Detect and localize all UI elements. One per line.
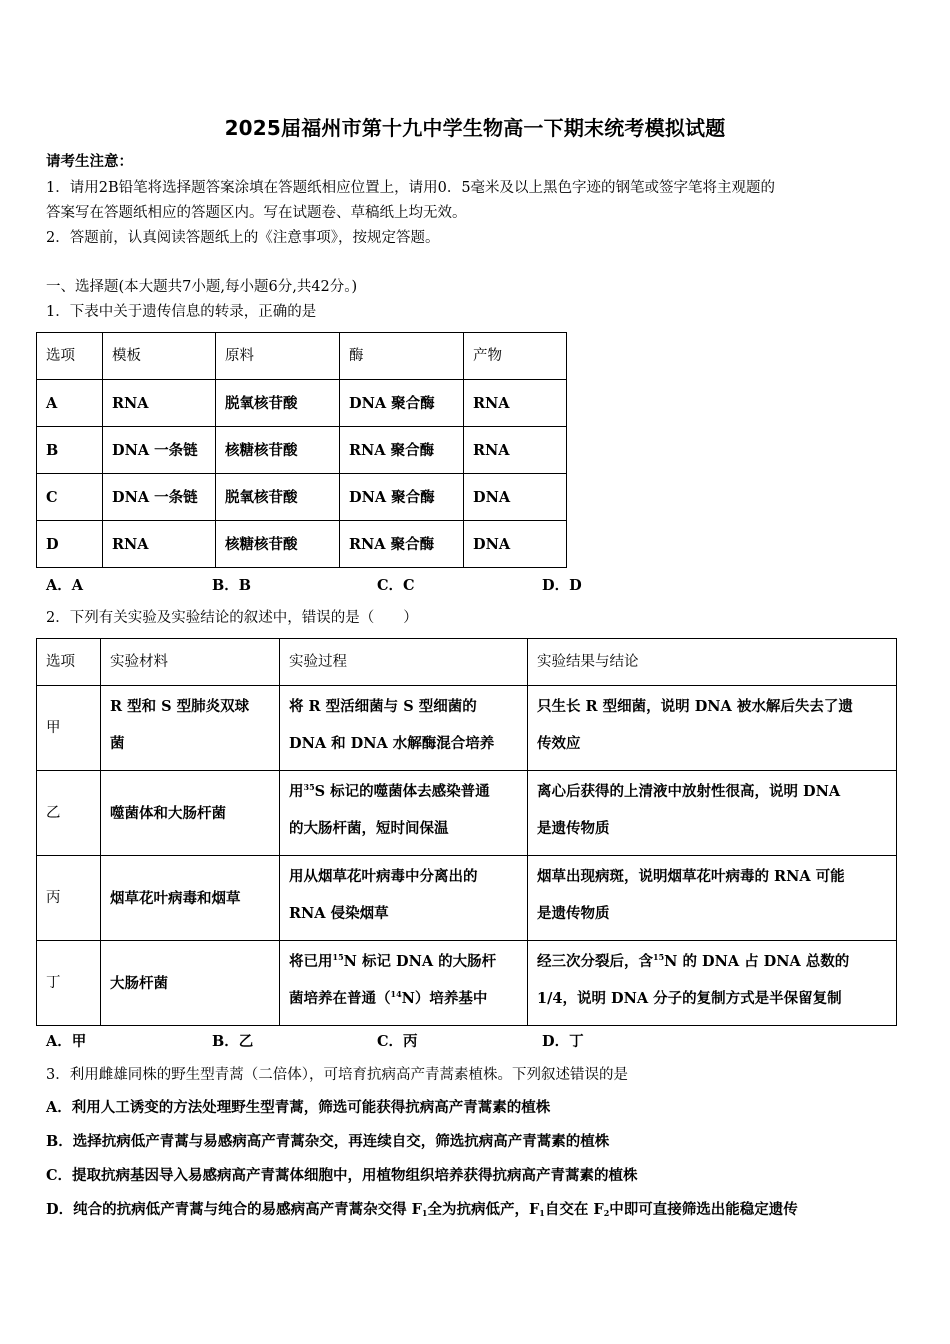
- question-3-option-c: C．提取抗病基因导入易感病高产青蒿体细胞中，用植物组织培养获得抗病高产青蒿素的植株: [46, 1167, 638, 1184]
- notice-line-2: 答案写在答题纸相应的答题区内。写在试题卷、草稿纸上均无效。: [46, 205, 467, 221]
- header-cell: 实验材料: [101, 639, 280, 686]
- table-cell: 甲: [37, 686, 101, 771]
- table-cell: [280, 856, 528, 941]
- header-cell: 模板: [103, 333, 216, 380]
- table-row: [37, 521, 567, 568]
- cell-line: RNA 侵染烟草: [289, 905, 389, 922]
- table-cell: A: [37, 380, 103, 427]
- table-cell: RNA 聚合酶: [340, 521, 464, 568]
- cell-line: 传效应: [537, 735, 581, 752]
- option-d: D．D: [542, 577, 582, 594]
- table-cell: [528, 771, 897, 856]
- cell-text: S 标记的噬菌体去感染普通: [314, 783, 490, 800]
- table-row: [37, 856, 897, 941]
- question-1-options: [46, 574, 646, 594]
- cell-line: 1/4，说明 DNA 分子的复制方式是半保留复制: [537, 990, 842, 1007]
- cell-line: 是遗传物质: [537, 905, 610, 922]
- question-2-options: [46, 1030, 646, 1050]
- header-cell: 原料: [216, 333, 340, 380]
- table-row: [37, 771, 897, 856]
- superscript: 35: [303, 782, 315, 792]
- cell-line: DNA 和 DNA 水解酶混合培养: [289, 735, 495, 752]
- table-cell: DNA 一条链: [103, 427, 216, 474]
- section-heading: 一、选择题(本大题共7小题,每小题6分,共42分。): [46, 279, 358, 295]
- option-c: C．C: [377, 577, 415, 594]
- header-cell: 实验结果与结论: [528, 639, 897, 686]
- table-cell: RNA: [103, 380, 216, 427]
- question-3-option-b: B．选择抗病低产青蒿与易感病高产青蒿杂交，再连续自交，筛选抗病高产青蒿素的植株: [46, 1133, 610, 1150]
- cell-line: 只生长 R 型细菌，说明 DNA 被水解后失去了遗: [537, 698, 853, 715]
- table-cell: DNA 聚合酶: [340, 474, 464, 521]
- table-cell: 丙: [37, 856, 101, 941]
- table-row: [37, 380, 567, 427]
- page-title: 2025届福州市第十九中学生物高一下期末统考模拟试题: [224, 116, 726, 140]
- cell-text: 将已用: [289, 953, 333, 970]
- header-cell: 酶: [340, 333, 464, 380]
- cell-text: N 标记 DNA 的大肠杆: [343, 953, 497, 970]
- question-2-table: [36, 638, 897, 1026]
- option-a: A．A: [46, 577, 84, 594]
- table-cell: [528, 856, 897, 941]
- option-text: 全为抗病低产，F: [427, 1201, 540, 1218]
- option-text: 中即可直接筛选出能稳定遗传: [609, 1201, 798, 1218]
- option-text: 自交在 F: [544, 1201, 604, 1218]
- question-3-option-d: [46, 1200, 798, 1220]
- table-cell: RNA 聚合酶: [340, 427, 464, 474]
- table-cell: C: [37, 474, 103, 521]
- table-cell: [280, 941, 528, 1026]
- table-cell: D: [37, 521, 103, 568]
- cell-line: 离心后获得的上清液中放射性很高，说明 DNA: [537, 783, 841, 800]
- subscript: 2: [603, 1208, 610, 1218]
- option-d: D．丁: [542, 1033, 584, 1050]
- option-b: B．B: [212, 577, 252, 594]
- table-cell: 乙: [37, 771, 101, 856]
- option-text: D．纯合的抗病低产青蒿与纯合的易感病高产青蒿杂交得 F: [46, 1201, 422, 1218]
- header-cell: 选项: [37, 639, 101, 686]
- cell-text: 经三次分裂后，含: [537, 953, 653, 970]
- header-cell: 选项: [37, 333, 103, 380]
- notice-heading: 请考生注意：: [46, 153, 133, 170]
- table-cell: 丁: [37, 941, 101, 1026]
- table-cell: DNA 聚合酶: [340, 380, 464, 427]
- notice-line-1: 1．请用2B铅笔将选择题答案涂填在答题纸相应位置上，请用0．5毫米及以上黑色字迹的钢笔或签字笔将主观题的: [46, 180, 776, 196]
- cell-line: R 型和 S 型肺炎双球: [110, 698, 250, 715]
- question-3-option-a: A．利用人工诱变的方法处理野生型青蒿，筛选可能获得抗病高产青蒿素的植株: [46, 1099, 551, 1116]
- cell-text: 菌培养在普通（: [289, 990, 391, 1007]
- question-2-stem: 2．下列有关实验及实验结论的叙述中，错误的是（ ）: [46, 610, 418, 626]
- table-header-row: [37, 333, 567, 380]
- table-cell: RNA: [464, 427, 567, 474]
- question-1-table: [36, 332, 567, 568]
- table-cell: [528, 941, 897, 1026]
- table-cell: 大肠杆菌: [101, 941, 280, 1026]
- table-cell: [528, 686, 897, 771]
- superscript: 14: [390, 989, 402, 999]
- table-cell: 烟草花叶病毒和烟草: [101, 856, 280, 941]
- cell-line: 烟草出现病斑，说明烟草花叶病毒的 RNA 可能: [537, 868, 845, 885]
- option-c: C．丙: [377, 1033, 418, 1050]
- cell-text: N）培养基中: [401, 990, 488, 1007]
- superscript: 15: [653, 952, 665, 962]
- cell-line: 是遗传物质: [537, 820, 610, 837]
- header-cell: 实验过程: [280, 639, 528, 686]
- table-row: [37, 474, 567, 521]
- table-row: [37, 941, 897, 1026]
- table-cell: [280, 686, 528, 771]
- superscript: 15: [332, 952, 344, 962]
- question-3-stem: 3．利用雌雄同株的野生型青蒿（二倍体），可培育抗病高产青蒿素植株。下列叙述错误的是: [46, 1067, 628, 1083]
- table-header-row: [37, 639, 897, 686]
- table-cell: 脱氧核苷酸: [216, 380, 340, 427]
- cell-text: N 的 DNA 占 DNA 总数的: [664, 953, 850, 970]
- cell-line: 将 R 型活细菌与 S 型细菌的: [289, 698, 477, 715]
- subscript: 1: [421, 1208, 428, 1218]
- table-cell: 噬菌体和大肠杆菌: [101, 771, 280, 856]
- table-cell: 脱氧核苷酸: [216, 474, 340, 521]
- table-row: [37, 427, 567, 474]
- table-cell: [280, 771, 528, 856]
- table-row: [37, 686, 897, 771]
- option-b: B．乙: [212, 1033, 254, 1050]
- table-cell: DNA: [464, 474, 567, 521]
- question-1-stem: 1．下表中关于遗传信息的转录，正确的是: [46, 304, 317, 320]
- table-cell: [101, 686, 280, 771]
- cell-text: 用: [289, 783, 304, 800]
- table-cell: 核糖核苷酸: [216, 521, 340, 568]
- notice-line-3: 2．答题前，认真阅读答题纸上的《注意事项》，按规定答题。: [46, 230, 440, 246]
- option-a: A．甲: [46, 1033, 87, 1050]
- table-cell: DNA: [464, 521, 567, 568]
- subscript: 1: [539, 1208, 545, 1218]
- table-cell: RNA: [103, 521, 216, 568]
- table-cell: RNA: [464, 380, 567, 427]
- cell-line: 菌: [110, 735, 125, 752]
- cell-line: 的大肠杆菌，短时间保温: [289, 820, 449, 837]
- table-cell: B: [37, 427, 103, 474]
- cell-line: 用从烟草花叶病毒中分离出的: [289, 868, 478, 885]
- header-cell: 产物: [464, 333, 567, 380]
- table-cell: 核糖核苷酸: [216, 427, 340, 474]
- table-cell: DNA 一条链: [103, 474, 216, 521]
